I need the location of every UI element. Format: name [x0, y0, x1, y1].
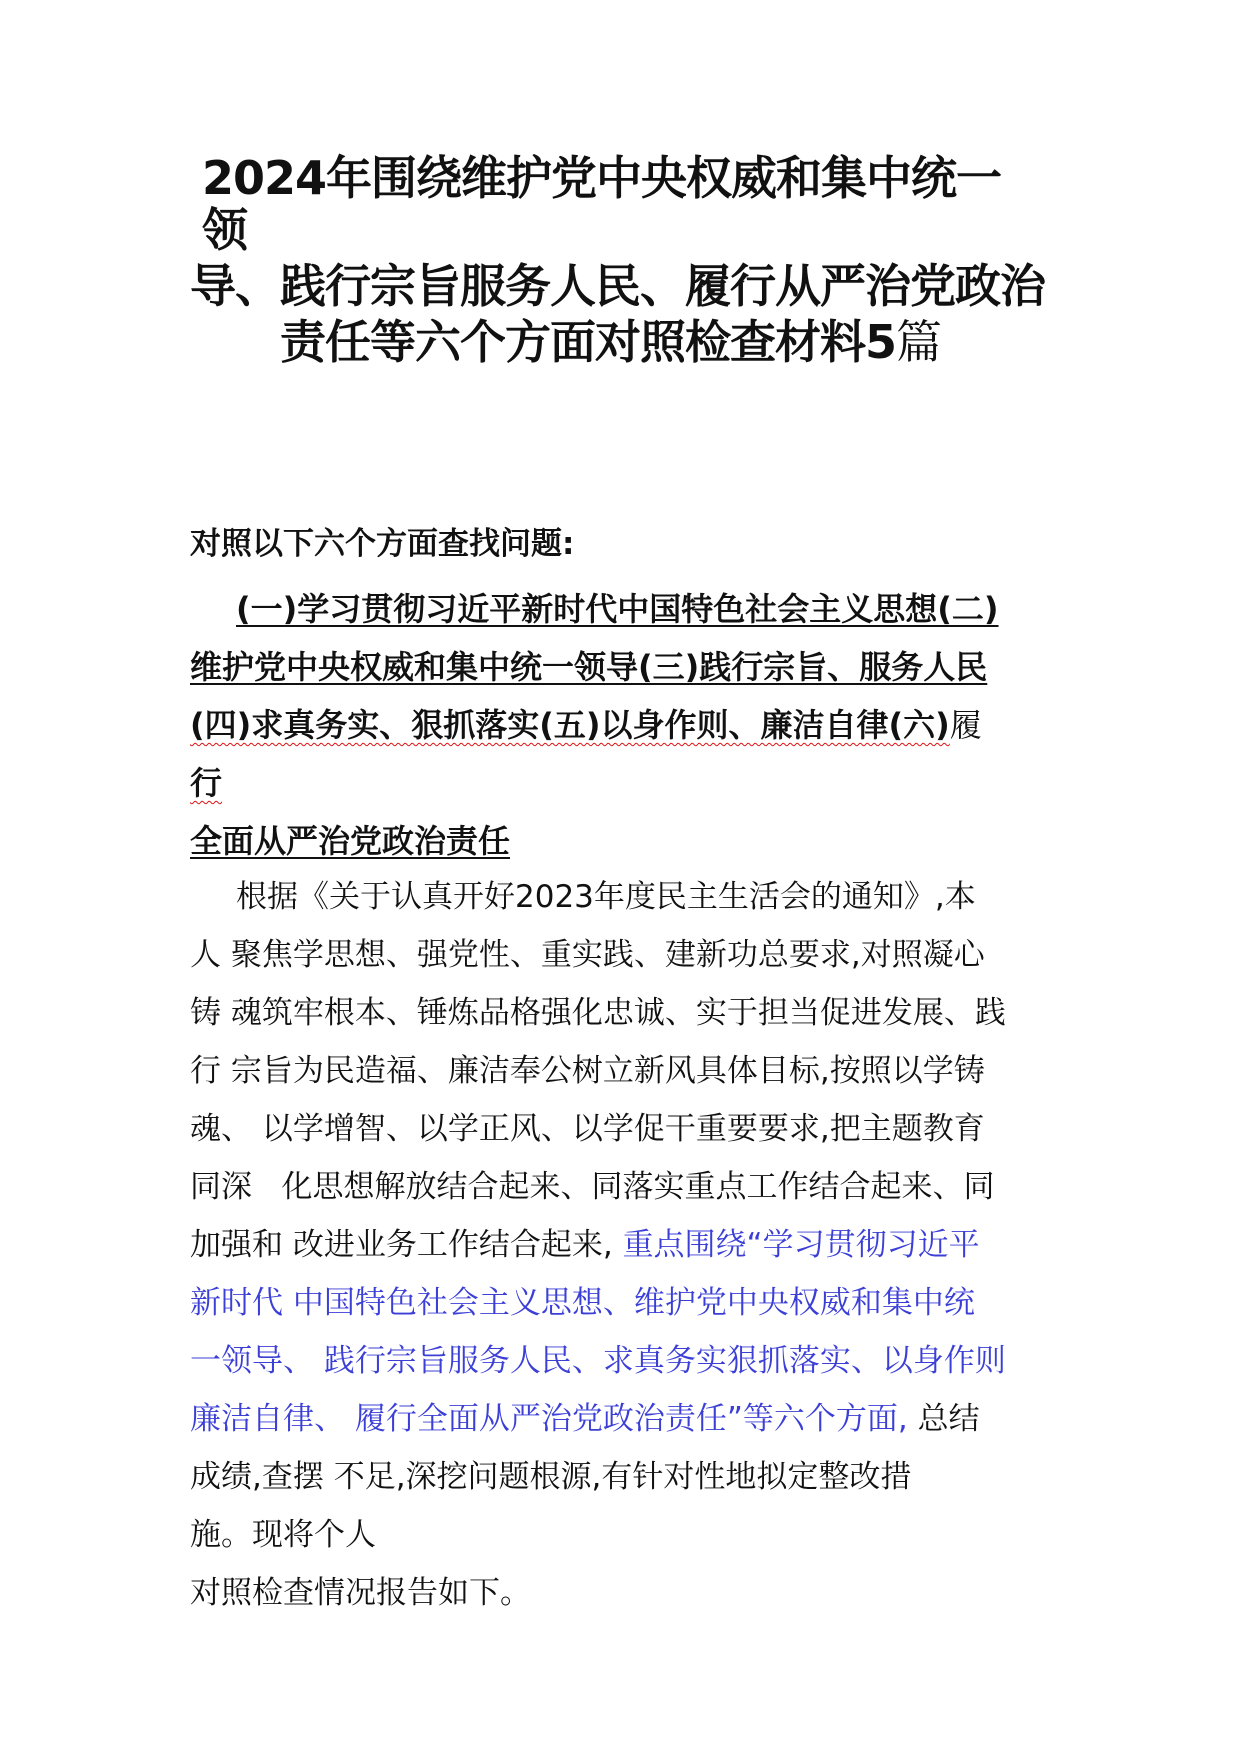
body-line-11-end: 总结: [907, 1401, 980, 1437]
aspects-line-5-text: 全面从严治党政治责任: [190, 822, 511, 860]
body-line-4: 行 宗旨为民造福、廉洁奉公树立新风具体目标,按照以学铸: [190, 1053, 985, 1089]
aspects-line-1: (一)学习贯彻习近平新时代中国特色社会主义思想(二): [236, 590, 999, 628]
aspects-line-3: [190, 696, 1060, 754]
title-line-2: 领: [202, 203, 247, 257]
title-line-4-text: 责任等六个方面对照检查材料5: [280, 315, 897, 369]
title-line-4: [190, 314, 1070, 370]
body-line-14: 对照检查情况报告如下。: [190, 1575, 531, 1611]
body-line-6: 同深 化思想解放结合起来、同落实重点工作结合起来、同: [190, 1169, 995, 1205]
body-line-5: 魂、 以学增智、以学正风、以学促干重要要求,把主题教育: [190, 1111, 985, 1147]
body-line-7: [190, 1216, 1070, 1274]
title-line-3: 导、践行宗旨服务人民、履行从严治党政治: [190, 259, 1045, 313]
highlight-line-2: 新时代 中国特色社会主义思想、维护党中央权威和集中统: [190, 1285, 975, 1321]
section-heading: 对照以下六个方面查找问题:: [190, 526, 575, 562]
body-line-13: 施。现将个人: [190, 1517, 376, 1553]
body-line-2: 人 聚焦学思想、强党性、重实践、建新功总要求,对照凝心: [190, 937, 985, 973]
aspects-line-5: [190, 812, 1060, 870]
body-line-11: [190, 1390, 1070, 1448]
body-line-3: 铸 魂筑牢根本、锤炼品格强化忠诚、实于担当促进发展、践: [190, 995, 1006, 1031]
title-line-1: 2024年围绕维护党中央权威和集中统一: [202, 151, 1002, 205]
six-aspects-list: [190, 580, 1060, 870]
document-title: [190, 150, 1070, 370]
aspects-line-2: 维护党中央权威和集中统一领导(三)践行宗旨、服务人民: [190, 648, 988, 686]
aspects-line-4-text: 行: [190, 764, 223, 802]
body-line-7-text: 加强和 改进业务工作结合起来,: [190, 1227, 623, 1263]
aspects-line-3-text: (四)求真务实、狠抓落实(五)以身作则、廉洁自律(六): [190, 706, 950, 744]
highlight-line-3: 一领导、 践行宗旨服务人民、求真务实狠抓落实、以身作则: [190, 1343, 1006, 1379]
highlight-text-1: 重点围绕“学习贯彻习近平: [622, 1227, 980, 1263]
aspects-line-3-end: 履: [949, 706, 982, 744]
body-line-1: 根据《关于认真开好2023年度民主生活会的通知》,本: [236, 879, 976, 915]
body-line-12: 成绩,查摆 不足,深挖问题根源,有针对性地拟定整改措: [190, 1459, 912, 1495]
body-paragraph: [190, 868, 1070, 1622]
highlight-line-4: 廉洁自律、 履行全面从严治党政治责任”等六个方面,: [190, 1401, 908, 1437]
title-line-4-end: 篇: [896, 315, 942, 369]
aspects-line-4: [190, 754, 1060, 812]
